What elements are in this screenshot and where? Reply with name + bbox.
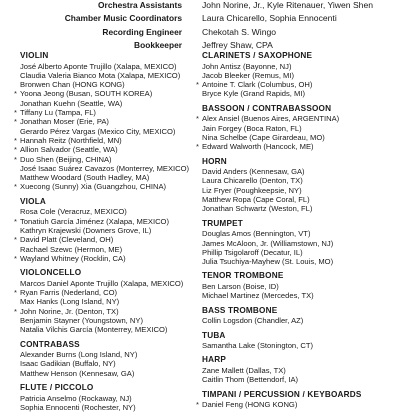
member-entry <box>14 154 215 164</box>
member-name: David Platt (Cleveland, OH) <box>20 235 114 245</box>
member-name: Ben Larson (Boise, ID) <box>202 282 279 292</box>
staff-name: John Norine, Jr., Kyle Ritenauer, Yiwen Shen <box>202 0 374 10</box>
member-name: Jain Forgey (Boca Raton, FL) <box>202 123 302 133</box>
member-name: James McAloon, Jr. (Williamstown, NJ) <box>202 238 334 248</box>
member-entry <box>20 226 215 235</box>
member-name: David Anders (Kennesaw, GA) <box>202 167 305 177</box>
member-entry <box>202 341 397 350</box>
staff-credits <box>0 0 400 53</box>
section-harp <box>202 355 397 384</box>
member-entry <box>202 248 397 257</box>
member-entry <box>20 279 215 288</box>
member-name: Alex Ansiel (Buenos Aires, ARGENTINA) <box>202 114 340 124</box>
staff-name: Jeffrey Shaw, CPA <box>202 40 273 51</box>
member-name: Antoine T. Clark (Columbus, OH) <box>202 80 313 90</box>
member-name: Wayland Whitney (Rocklin, CA) <box>20 253 126 263</box>
member-name: Samantha Lake (Stonington, CT) <box>202 341 314 351</box>
section-heading: CLARINETS / SAXOPHONE <box>202 51 313 60</box>
principal-star-marker: * <box>196 142 199 152</box>
principal-star-marker: * <box>14 288 17 298</box>
member-name: John Norine, Jr. (Denton, TX) <box>20 306 119 316</box>
member-name: Zane Mallett (Dallas, TX) <box>202 365 286 375</box>
member-name: Liz Fryer (Poughkeepsie, NY) <box>202 185 302 195</box>
member-name: Allion Salvador (Seattle, WA) <box>20 145 118 155</box>
member-name: Tiffany Lu (Tampa, FL) <box>20 108 96 118</box>
section-heading: CONTRABASS <box>20 339 80 349</box>
member-entry <box>20 403 215 412</box>
member-entry <box>196 400 397 410</box>
member-entry <box>20 80 215 89</box>
member-name: Bryce Kyle (Grand Rapids, MI) <box>202 89 305 99</box>
principal-star-marker: * <box>14 182 17 192</box>
member-name: John Antisz (Bayonne, NJ) <box>202 61 292 71</box>
principal-star-marker: * <box>14 253 17 263</box>
section-heading: VIOLONCELLO <box>20 268 82 278</box>
member-entry <box>20 62 215 71</box>
member-entry <box>14 135 215 145</box>
section-tenor-trombone <box>202 271 397 300</box>
member-name: José Isaac Suárez Cavazos (Monterrey, MEXICO) <box>20 163 190 173</box>
principal-star-marker: * <box>14 145 17 155</box>
member-name: Isaac Gadikian (Buffalo, NY) <box>20 359 116 369</box>
member-name: Edward Walworth (Hancock, ME) <box>202 142 314 152</box>
member-entry <box>202 257 397 266</box>
member-entry <box>196 80 397 90</box>
member-name: Daniel Feng (HONG KONG) <box>202 400 298 410</box>
member-entry <box>196 114 397 124</box>
member-entry <box>20 325 215 334</box>
principal-star-marker: * <box>14 108 17 118</box>
member-name: Natalia Vilchis García (Monterrey, MEXICO) <box>20 325 168 335</box>
member-entry <box>202 366 397 375</box>
principal-star-marker: * <box>14 216 17 226</box>
member-entry <box>20 297 215 306</box>
principal-star-marker: * <box>14 154 17 164</box>
member-name: Julia Tsuchiya-Mayhew (St. Louis, MO) <box>202 257 334 267</box>
member-name: Jonathan Kuehn (Seattle, WA) <box>20 98 123 108</box>
member-entry <box>20 369 215 378</box>
member-entry <box>202 62 397 71</box>
section-bassoon-contrabassoon <box>196 103 397 152</box>
member-name: Gerardo Pérez Vargas (Mexico City, MEXICO) <box>20 126 176 136</box>
section-heading: TENOR TROMBONE <box>202 271 284 281</box>
member-name: Marcos Daniel Aponte Trujillo (Xalapa, MEXICO) <box>20 278 184 288</box>
member-entry <box>14 288 215 298</box>
member-entry <box>20 173 215 182</box>
member-entry <box>202 282 397 291</box>
staff-role: Chamber Music Coordinators <box>64 13 182 24</box>
member-entry <box>202 71 397 80</box>
staff-name: Laura Chicarello, Sophia Ennocenti <box>202 13 337 24</box>
member-name: Rosa Cole (Veracruz, MEXICO) <box>20 207 127 217</box>
member-entry <box>202 133 397 142</box>
member-name: Jonathan Moser (Erie, PA) <box>20 117 109 127</box>
principal-star-marker: * <box>196 80 199 90</box>
section-heading: HORN <box>202 156 227 166</box>
member-entry <box>202 239 397 248</box>
section-contrabass <box>20 340 215 378</box>
member-name: Matthew Ropa (Cape Coral, FL) <box>202 195 310 205</box>
member-name: Ryan Farris (Nederland, CO) <box>20 288 118 298</box>
member-entry <box>202 204 397 213</box>
section-bass-trombone <box>202 306 397 326</box>
member-name: Xuecong (Sunny) Xia (Guangzhou, CHINA) <box>20 182 167 192</box>
roster-column-left <box>14 51 215 417</box>
member-entry <box>202 195 397 204</box>
member-entry <box>202 124 397 133</box>
member-entry <box>14 145 215 155</box>
member-name: Matthew Henson (Kennesaw, GA) <box>20 368 135 378</box>
section-flute-piccolo <box>20 383 215 412</box>
member-entry <box>20 350 215 359</box>
member-entry <box>202 375 397 384</box>
member-entry <box>20 127 215 136</box>
member-entry <box>14 89 215 99</box>
member-entry <box>14 253 215 263</box>
member-entry <box>202 176 397 185</box>
section-clarinets-saxophone <box>196 51 397 99</box>
principal-star-marker: * <box>14 235 17 245</box>
member-name: Laura Chicarello (Denton, TX) <box>202 176 303 186</box>
section-heading: HARP <box>202 355 226 365</box>
staff-row <box>0 0 400 12</box>
section-heading: TIMPANI / PERCUSSION / KEYBOARDS <box>202 389 362 399</box>
member-name: Douglas Amos (Bennington, VT) <box>202 229 311 239</box>
member-entry <box>202 291 397 300</box>
member-entry <box>202 186 397 195</box>
member-entry <box>14 117 215 127</box>
staff-role: Recording Engineer <box>102 26 182 37</box>
principal-star-marker: * <box>196 114 199 124</box>
section-heading: BASS TROMBONE <box>202 305 278 315</box>
section-heading: TUBA <box>202 330 226 340</box>
member-entry <box>20 99 215 108</box>
member-name: Patricia Anselmo (Rockaway, NJ) <box>20 393 132 403</box>
section-trumpet <box>202 219 397 267</box>
member-name: Michael Martinez (Mercedes, TX) <box>202 291 314 301</box>
member-name: Yoona Jeong (Busan, SOUTH KOREA) <box>20 89 153 99</box>
staff-row <box>0 12 400 25</box>
staff-name: Chekotah S. Wingo <box>202 26 277 37</box>
member-name: Jacob Bleeker (Remus, MI) <box>202 70 294 80</box>
member-entry <box>14 235 215 245</box>
staff-role: Orchestra Assistants <box>98 0 182 10</box>
member-name: Kathryn Krajewski (Downers Grove, IL) <box>20 225 152 235</box>
principal-star-marker: * <box>196 400 199 410</box>
member-entry <box>20 394 215 403</box>
principal-star-marker: * <box>14 89 17 99</box>
member-name: Tonatiuh García Jiménez (Xalapa, MEXICO) <box>20 216 169 226</box>
member-name: Nina Schelbe (Cape Girardeau, MO) <box>202 132 325 142</box>
member-name: Claudia Valeria Bianco Mota (Xalapa, MEXICO) <box>20 70 181 80</box>
staff-role: Bookkeeper <box>134 40 182 51</box>
member-name: Phillip Tsigolaroff (Decatur, IL) <box>202 247 303 257</box>
member-name: Duo Shen (Beijing, CHINA) <box>20 154 112 164</box>
section-horn <box>202 157 397 214</box>
section-viola <box>14 196 215 263</box>
member-name: José Alberto Aponte Trujillo (Xalapa, MEXICO) <box>20 61 177 71</box>
member-entry <box>14 306 215 316</box>
member-entry <box>20 316 215 325</box>
section-timpani-percussion-keyboards <box>196 389 397 410</box>
member-entry <box>20 71 215 80</box>
member-name: Jonathan Schwartz (Weston, FL) <box>202 204 313 214</box>
member-entry <box>202 316 397 325</box>
member-entry <box>14 108 215 118</box>
section-heading: TRUMPET <box>202 218 243 228</box>
member-entry <box>20 245 215 254</box>
member-entry <box>202 89 397 98</box>
member-entry <box>202 229 397 238</box>
member-name: Sophia Ennocenti (Rochester, NY) <box>20 402 136 412</box>
member-entry <box>14 216 215 226</box>
member-name: Rachael Szewc (Hermon, ME) <box>20 244 123 254</box>
section-heading: VIOLA <box>20 196 47 206</box>
member-entry <box>14 182 215 192</box>
roster-column-right <box>196 51 397 414</box>
principal-star-marker: * <box>14 117 17 127</box>
member-name: Hannah Reitz (Northfield, MN) <box>20 135 122 145</box>
member-name: Max Hanks (Long Island, NY) <box>20 297 120 307</box>
member-name: Matthew Woodard (South Hadley, MA) <box>20 173 150 183</box>
member-name: Benjamin Stayner (Youngstown, NY) <box>20 315 143 325</box>
section-violoncello <box>14 268 215 335</box>
member-entry <box>196 142 397 152</box>
section-heading: FLUTE / PICCOLO <box>20 382 94 392</box>
section-heading: BASSOON / CONTRABASSOON <box>202 103 332 113</box>
staff-row <box>0 26 400 39</box>
member-entry <box>202 167 397 176</box>
principal-star-marker: * <box>14 306 17 316</box>
member-entry <box>20 359 215 368</box>
member-name: Bronwen Chan (HONG KONG) <box>20 80 125 90</box>
principal-star-marker: * <box>14 135 17 145</box>
section-heading: VIOLIN <box>20 51 49 60</box>
member-name: Alexander Burns (Long Island, NY) <box>20 350 138 360</box>
section-violin <box>14 51 215 192</box>
member-name: Collin Logsdon (Chandler, AZ) <box>202 316 304 326</box>
section-tuba <box>202 331 397 351</box>
member-name: Caitlin Thom (Bettendorf, IA) <box>202 375 299 385</box>
member-entry <box>20 207 215 216</box>
member-entry <box>20 164 215 173</box>
